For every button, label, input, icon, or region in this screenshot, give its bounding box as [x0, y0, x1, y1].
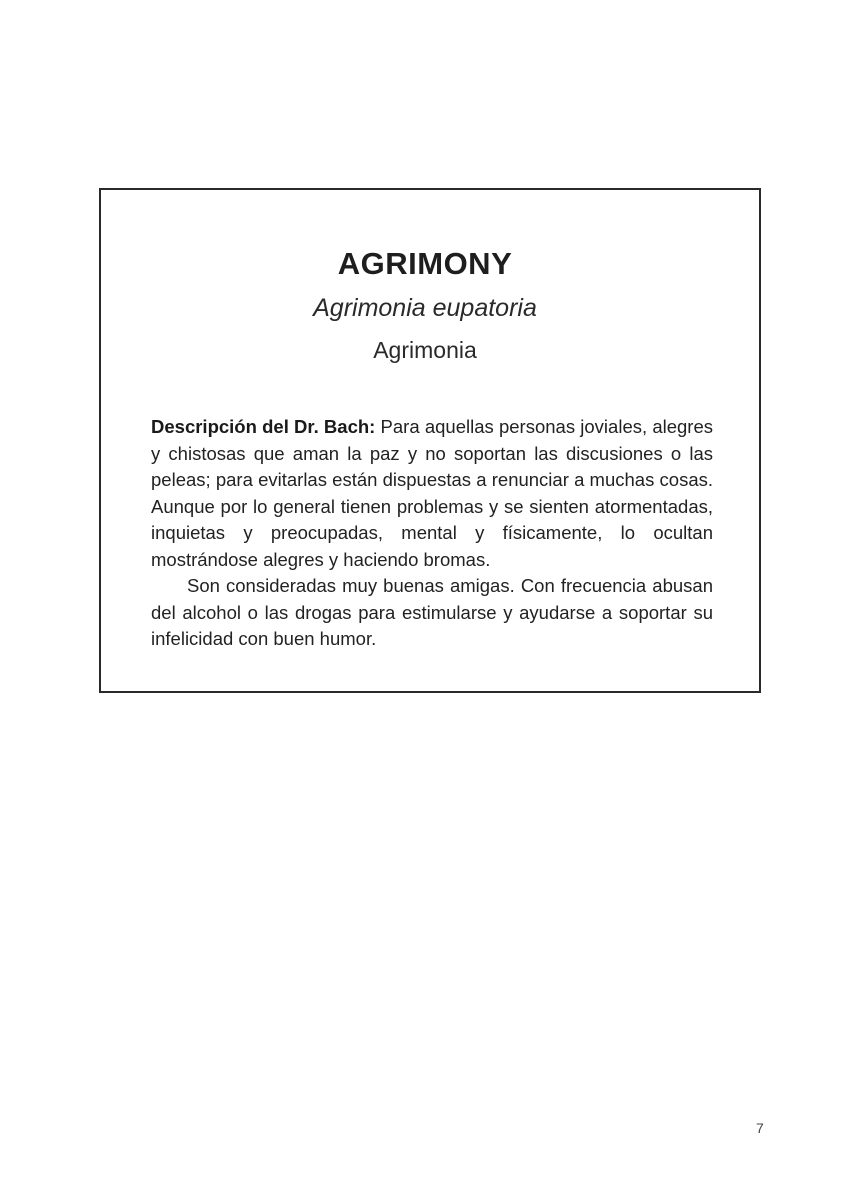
description-label: Descripción del Dr. Bach: — [151, 416, 376, 437]
description-paragraph-2: Son consideradas muy buenas amigas. Con frecuencia abusan del alcohol o las drogas para estimularse y ayudarse a soportar su infelicidad con buen humor. — [151, 575, 713, 649]
description-block — [151, 414, 713, 653]
description-text: Para aquellas personas joviales, alegres y chistosas que aman la paz y no soportan las discusiones o las peleas; para evitarlas están dispuestas a renunciar a muchas cosas. Aunque por lo general tienen problemas y se sienten atormentadas, inquietas y preocupadas, mental y físicamente, lo ocultan mostrándose alegres y haciendo bromas. — [151, 416, 714, 570]
common-name: Agrimonia — [373, 337, 477, 363]
remedy-title: AGRIMONY — [337, 246, 513, 281]
latin-name: Agrimonia eupatoria — [313, 294, 537, 322]
page-number: 7 — [756, 1120, 764, 1136]
description-paragraph-1 — [151, 414, 713, 573]
